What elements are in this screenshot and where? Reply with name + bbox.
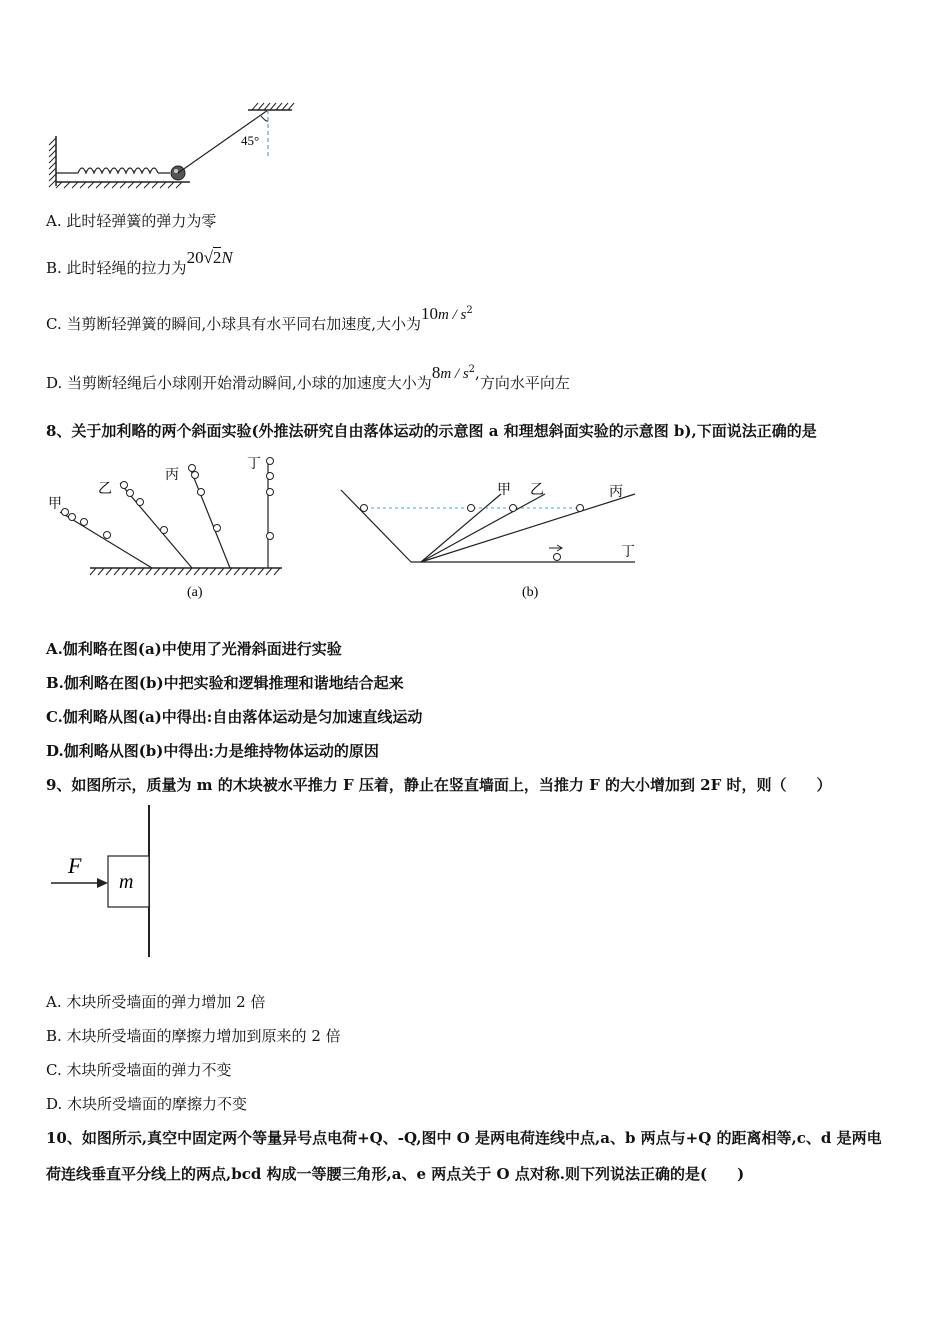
- q8-stem: 8、关于加利略的两个斜面实验(外推法研究自由落体运动的示意图 a 和理想斜面实验的示意图 b),下面说法正确的是: [46, 422, 817, 440]
- fig-a-label-jia: 甲: [48, 497, 62, 512]
- fig-b-label-ding: 丁: [621, 545, 635, 560]
- q8-option-b: B.伽利略在图(b)中把实验和逻辑推理和谐地结合起来: [46, 674, 404, 692]
- q7-option-a: A. 此时轻弹簧的弹力为零: [46, 212, 217, 230]
- q7-option-c-exponent: 2: [466, 305, 473, 316]
- q7-option-c-text: C. 当剪断轻弹簧的瞬间,小球具有水平同右加速度,大小为: [46, 315, 422, 333]
- q7-option-d: [46, 362, 570, 392]
- q7-option-b: [46, 247, 233, 277]
- q8-figure-a: [40, 450, 290, 605]
- fig-b-label-yi: 乙: [530, 483, 544, 498]
- fig-a-label-yi: 乙: [98, 482, 112, 497]
- fig-b-label-bing: 丙: [609, 485, 623, 500]
- q7-option-d-tail: 方向水平向左: [479, 374, 570, 392]
- force-label: F: [68, 853, 82, 878]
- mass-label: m: [119, 871, 134, 893]
- q7-option-d-unit: m / s: [440, 366, 469, 382]
- q7-option-b-number: 20: [186, 248, 204, 267]
- q9-block-figure: [45, 805, 165, 965]
- q9-stem: 9、如图所示，质量为 m 的木块被水平推力 F 压着，静止在竖直墙面上，当推力 F 的大小增加到 2F 时，则（ ）: [46, 776, 832, 794]
- fig-a-label-bing: 丙: [165, 468, 179, 483]
- fig-b-label-jia: 甲: [497, 483, 511, 498]
- q7-option-c-number: 10: [421, 304, 439, 323]
- fig-a-caption: (a): [187, 585, 203, 600]
- q7-spring-figure: [40, 98, 310, 193]
- q7-option-d-text: D. 当剪断轻绳后小球刚开始滑动瞬间,小球的加速度大小为: [46, 374, 432, 392]
- fig-a-label-ding: 丁: [247, 457, 261, 472]
- q7-option-b-text: B. 此时轻绳的拉力为: [46, 259, 187, 277]
- q9-option-b: B. 木块所受墙面的摩擦力增加到原来的 2 倍: [46, 1027, 341, 1045]
- fig-b-caption: (b): [522, 585, 539, 600]
- q10-stem-line2: 荷连线垂直平分线上的两点,bcd 构成一等腰三角形,a、e 两点关于 O 点对称.则下列说法正确的是( ): [46, 1165, 745, 1183]
- q9-option-a: A. 木块所受墙面的弹力增加 2 倍: [46, 993, 266, 1011]
- q7-option-d-comma: ,: [475, 364, 480, 382]
- q8-option-a: A.伽利略在图(a)中使用了光滑斜面进行实验: [46, 640, 342, 658]
- q7-option-b-unit: N: [221, 248, 233, 267]
- q8-option-d: D.伽利略从图(b)中得出:力是维持物体运动的原因: [46, 742, 379, 760]
- q7-option-c-unit: m / s: [438, 307, 467, 323]
- q7-option-d-exponent: 2: [468, 364, 476, 375]
- q8-figure-b: [335, 470, 645, 605]
- q7-option-c: [46, 303, 473, 333]
- q7-option-d-number: 8: [431, 363, 441, 382]
- q10-stem-line1: 10、如图所示,真空中固定两个等量异号点电荷+Q、-Q,图中 O 是两电荷连线中点,a、b 两点与+Q 的距离相等,c、d 是两电: [46, 1129, 882, 1147]
- sqrt-symbol: √: [203, 248, 213, 267]
- angle-label: 45°: [241, 133, 260, 148]
- q9-option-c: C. 木块所受墙面的弹力不变: [46, 1061, 232, 1079]
- q8-option-c: C.伽利略从图(a)中得出:自由落体运动是匀加速直线运动: [46, 708, 423, 726]
- q9-option-d: D. 木块所受墙面的摩擦力不变: [46, 1095, 248, 1113]
- q7-option-b-radicand: 2: [212, 248, 222, 267]
- spring: [56, 168, 170, 173]
